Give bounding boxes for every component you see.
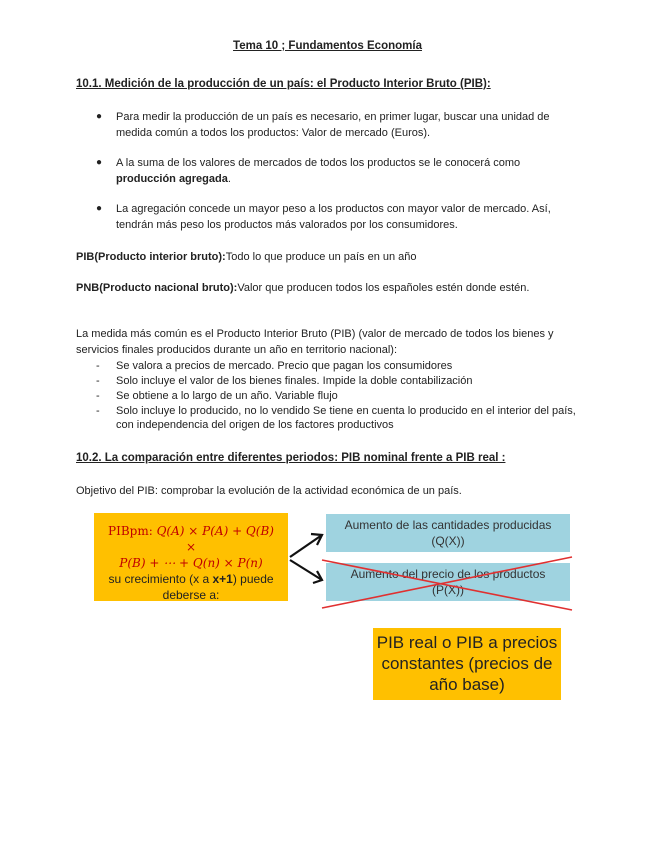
price-increase-box: Aumento del precio de los productos (P(X)) — [326, 563, 570, 601]
pnb-definition: PNB(Producto nacional bruto):Valor que producen todos los españoles estén donde estén. — [76, 282, 530, 294]
arrow-to-price-icon — [290, 560, 322, 583]
pib-definition: PIB(Producto interior bruto):Todo lo que produce un país en un año — [76, 251, 417, 263]
objective-text: Objetivo del PIB: comprobar la evolución de la actividad económica de un país. — [76, 485, 462, 497]
bullet-dot-icon: ● — [96, 157, 103, 168]
pib-real-box: PIB real o PIB a precios constantes (precios de año base) — [373, 628, 561, 700]
section2-heading: 10.2. La comparación entre diferentes periodos: PIB nominal frente a PIB real : — [76, 452, 506, 464]
pib-paragraph: La medida más común es el Producto Interior Bruto (PIB) (valor de mercado de todos los bienes y servicios finales producidos durante un año en territorio nacional): — [76, 328, 554, 356]
formula-box: PIBpm: Q(A) × P(A) + Q(B) × P(B) + ⋯ + Q(n) × P(n) su crecimiento (x a x+1) puede deberse a: — [94, 513, 288, 601]
section1-heading: 10.1. Medición de la producción de un país: el Producto Interior Bruto (PIB): — [76, 78, 491, 90]
bullet-dot-icon: ● — [96, 203, 103, 214]
bullet-text: La agregación concede un mayor peso a los productos con mayor valor de mercado. Así, tendrán más peso los productos más valorados por los consumidores. — [116, 203, 551, 231]
bold-term: producción agregada — [116, 173, 228, 185]
bullet-text: A la suma de los valores de mercados de todos los productos se le conocerá como producción agregada. — [116, 157, 521, 185]
quantity-increase-box: Aumento de las cantidades producidas (Q(X)) — [326, 514, 570, 552]
bullet-dot-icon: ● — [96, 111, 103, 122]
cross-out-icon — [322, 557, 572, 610]
arrow-to-quantity-icon — [290, 534, 322, 557]
page-title: Tema 10 ; Fundamentos Economía — [233, 40, 422, 52]
bullet-text: Para medir la producción de un país es necesario, en primer lugar, buscar una unidad de medida común a todos los productos: Valor de mercado (Euros). — [116, 111, 550, 139]
